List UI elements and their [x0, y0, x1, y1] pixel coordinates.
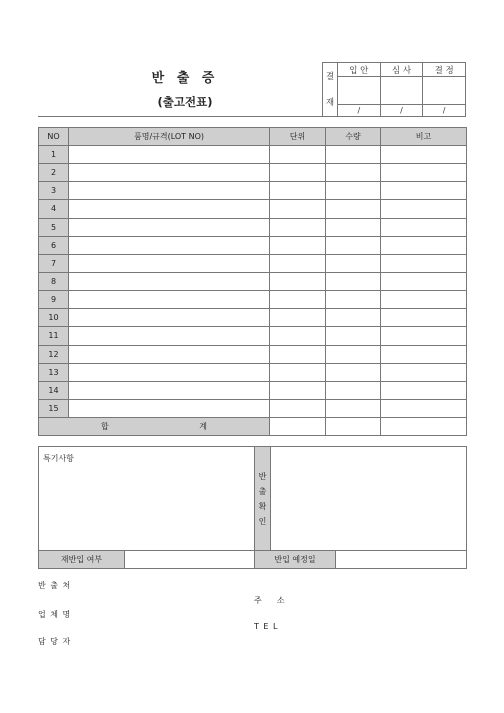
address-label: 주 소 — [254, 596, 286, 605]
item-cell[interactable] — [69, 182, 270, 200]
table-row — [39, 200, 467, 218]
table-row — [39, 218, 467, 236]
item-cell[interactable] — [69, 381, 270, 399]
row-number: 13 — [39, 363, 69, 381]
item-cell[interactable] — [69, 254, 270, 272]
release-confirm-char: 확 — [258, 501, 267, 511]
items-table — [38, 127, 467, 436]
return-date-field[interactable] — [336, 551, 467, 569]
approval-side-char: 결 — [325, 71, 335, 82]
item-cell[interactable] — [69, 164, 270, 182]
row-number: 2 — [39, 164, 69, 182]
quantity-cell[interactable] — [326, 291, 381, 309]
item-cell[interactable] — [69, 200, 270, 218]
quantity-cell[interactable] — [326, 254, 381, 272]
table-row — [39, 363, 467, 381]
remarks-cell[interactable] — [381, 218, 467, 236]
table-row — [39, 327, 467, 345]
unit-cell[interactable] — [270, 309, 326, 327]
quantity-cell[interactable] — [326, 182, 381, 200]
table-row — [39, 399, 467, 417]
remarks-cell[interactable] — [381, 381, 467, 399]
total-unit-cell[interactable] — [270, 418, 326, 436]
quantity-cell[interactable] — [326, 200, 381, 218]
table-row — [39, 236, 467, 254]
row-number: 9 — [39, 291, 69, 309]
return-date-label: 반입 예정일 — [255, 551, 336, 569]
item-cell[interactable] — [69, 345, 270, 363]
row-number: 3 — [39, 182, 69, 200]
header-remarks: 비고 — [381, 128, 467, 146]
release-confirm-label — [255, 447, 271, 551]
title-block — [120, 70, 250, 112]
item-cell[interactable] — [69, 218, 270, 236]
unit-cell[interactable] — [270, 254, 326, 272]
row-number: 11 — [39, 327, 69, 345]
special-notes-area[interactable] — [39, 447, 255, 551]
header-no: NO — [39, 128, 69, 146]
table-row — [39, 345, 467, 363]
row-number: 7 — [39, 254, 69, 272]
item-cell[interactable] — [69, 272, 270, 290]
quantity-cell[interactable] — [326, 309, 381, 327]
tel-label: T E L — [254, 622, 279, 631]
quantity-cell[interactable] — [326, 218, 381, 236]
unit-cell[interactable] — [270, 327, 326, 345]
approval-side-char: 재 — [325, 97, 335, 108]
quantity-cell[interactable] — [326, 146, 381, 164]
destination-label: 반 출 처 — [38, 581, 72, 590]
unit-cell[interactable] — [270, 146, 326, 164]
item-cell[interactable] — [69, 146, 270, 164]
unit-cell[interactable] — [270, 218, 326, 236]
unit-cell[interactable] — [270, 182, 326, 200]
table-row — [39, 381, 467, 399]
document-title: 반 출 증 — [151, 71, 219, 86]
remarks-cell[interactable] — [381, 146, 467, 164]
approval-sign-draft[interactable] — [338, 77, 381, 105]
unit-cell[interactable] — [270, 363, 326, 381]
remarks-cell[interactable] — [381, 345, 467, 363]
approval-date-draft[interactable]: / — [338, 105, 381, 117]
unit-cell[interactable] — [270, 200, 326, 218]
row-number: 10 — [39, 309, 69, 327]
table-row — [39, 309, 467, 327]
header-unit: 단위 — [270, 128, 326, 146]
remarks-cell[interactable] — [381, 254, 467, 272]
item-cell[interactable] — [69, 363, 270, 381]
release-confirm-char: 인 — [258, 516, 267, 526]
remarks-cell[interactable] — [381, 200, 467, 218]
quantity-cell[interactable] — [326, 327, 381, 345]
company-name-label: 업 체 명 — [38, 610, 72, 619]
item-cell[interactable] — [69, 309, 270, 327]
item-cell[interactable] — [69, 327, 270, 345]
release-confirm-area[interactable] — [271, 447, 467, 551]
return-status-field[interactable] — [125, 551, 255, 569]
remarks-cell[interactable] — [381, 272, 467, 290]
row-number: 1 — [39, 146, 69, 164]
total-remarks-cell[interactable] — [381, 418, 467, 436]
total-quantity-cell[interactable] — [326, 418, 381, 436]
quantity-cell[interactable] — [326, 345, 381, 363]
notes-table — [38, 446, 467, 569]
release-confirm-char: 반 — [258, 471, 267, 481]
approval-date-decision[interactable]: / — [423, 105, 466, 117]
header-quantity: 수량 — [326, 128, 381, 146]
remarks-cell[interactable] — [381, 236, 467, 254]
remarks-cell[interactable] — [381, 291, 467, 309]
row-number: 5 — [39, 218, 69, 236]
header-item: 품명/규격(LOT NO) — [69, 128, 270, 146]
table-row — [39, 254, 467, 272]
approval-header-draft: 입 안 — [338, 63, 381, 77]
unit-cell[interactable] — [270, 381, 326, 399]
remarks-cell[interactable] — [381, 164, 467, 182]
approval-box — [322, 62, 466, 117]
remarks-cell[interactable] — [381, 309, 467, 327]
row-number: 8 — [39, 272, 69, 290]
quantity-cell[interactable] — [326, 272, 381, 290]
approval-header-review: 심 사 — [380, 63, 423, 77]
quantity-cell[interactable] — [326, 381, 381, 399]
table-row — [39, 272, 467, 290]
unit-cell[interactable] — [270, 272, 326, 290]
unit-cell[interactable] — [270, 291, 326, 309]
item-cell[interactable] — [69, 236, 270, 254]
approval-sign-decision[interactable] — [423, 77, 466, 105]
unit-cell[interactable] — [270, 236, 326, 254]
special-notes-label: 특기사항 — [43, 454, 74, 463]
quantity-cell[interactable] — [326, 164, 381, 182]
approval-side-label — [323, 63, 338, 117]
row-number: 6 — [39, 236, 69, 254]
table-row — [39, 146, 467, 164]
row-number: 14 — [39, 381, 69, 399]
approval-sign-review[interactable] — [380, 77, 423, 105]
items-header-row — [39, 128, 467, 146]
item-cell[interactable] — [69, 291, 270, 309]
return-status-label: 재반입 여부 — [39, 551, 125, 569]
item-cell[interactable] — [69, 399, 270, 417]
approval-date-review[interactable]: / — [380, 105, 423, 117]
table-row — [39, 182, 467, 200]
row-number: 15 — [39, 399, 69, 417]
quantity-cell[interactable] — [326, 236, 381, 254]
quantity-cell[interactable] — [326, 363, 381, 381]
approval-header-decision: 결 정 — [423, 63, 466, 77]
unit-cell[interactable] — [270, 164, 326, 182]
remarks-cell[interactable] — [381, 399, 467, 417]
unit-cell[interactable] — [270, 345, 326, 363]
unit-cell[interactable] — [270, 399, 326, 417]
release-confirm-char: 출 — [258, 486, 267, 496]
table-row — [39, 291, 467, 309]
remarks-cell[interactable] — [381, 363, 467, 381]
remarks-cell[interactable] — [381, 182, 467, 200]
total-row — [39, 418, 467, 436]
row-number: 12 — [39, 345, 69, 363]
manager-label: 담 당 자 — [38, 637, 72, 646]
remarks-cell[interactable] — [381, 327, 467, 345]
row-number: 4 — [39, 200, 69, 218]
quantity-cell[interactable] — [326, 399, 381, 417]
document-subtitle: (출고전표) — [157, 95, 213, 109]
total-label: 합 계 — [39, 418, 270, 436]
table-row — [39, 164, 467, 182]
